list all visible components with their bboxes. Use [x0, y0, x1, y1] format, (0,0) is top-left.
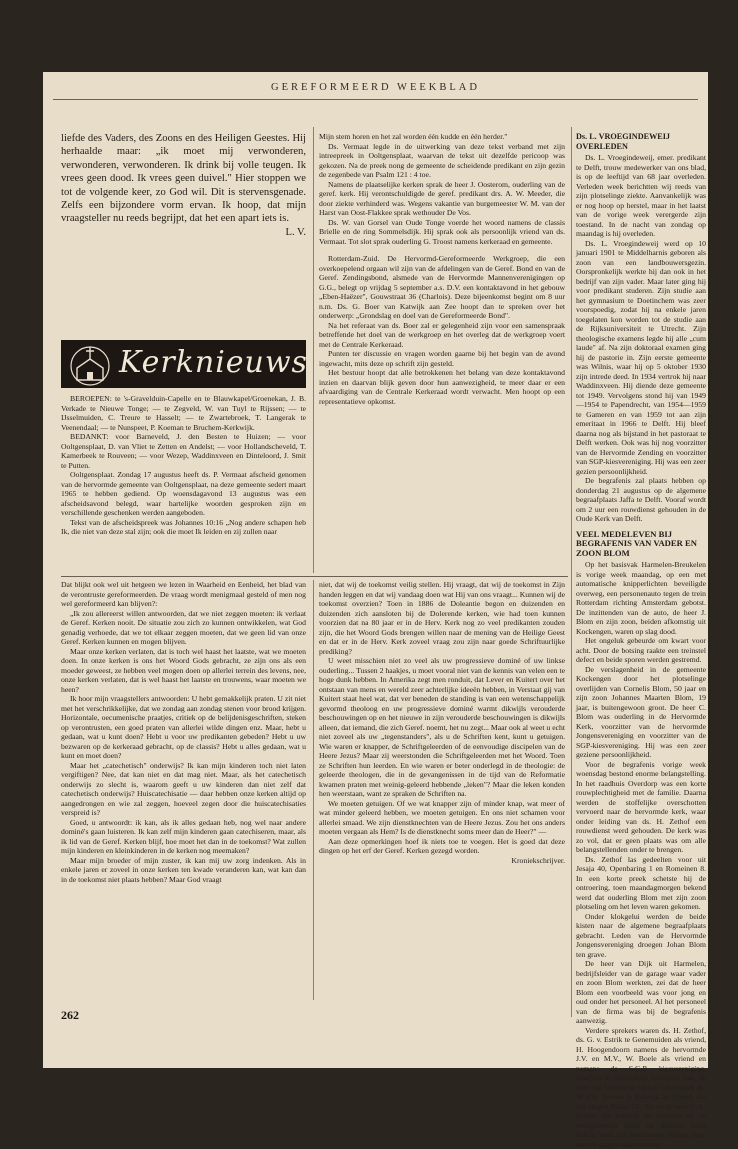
col2-upper — [319, 132, 565, 572]
col1-lower — [61, 580, 306, 1000]
ll-p3: Ik hoor mijn vraagstellers antwoorden: U hebt gemakkelijk praten. U zit niet met het verschrikkelijke, dat we zondag aan zondag stenen voor brood krijgen. Horizontale, oecumenische praatjes, critiek op de belijdenisgeschriften, steken op verontrusten, een goed praten van allerlei wilde dingen enz. Maar, hebt u gedaan, wat u kunt doen? Hebt u voor uw predikanten gebeden? Hebt u uw bezwaren op de kerkeraad gebracht, op de classis? Hebt u alles gedaan, wat u kunt en moet doen? — [61, 694, 306, 761]
kerknieuws-logo — [61, 340, 306, 388]
col3-p1: Ds. L. Vroegindeweij werd op 10 januari 1901 te Middelharnis geboren als zoon van een landbouwersgezin. Oorspronkelijk werkte hij dan ook in het bedrijf van zijn vader. Maar later ging hij voor predikant studeren. Zijn studie aan het gymnasium te Doetinchem was zeer voorspoedig, zodat hij na enkele jaren toegelaten kon worden tot de studie aan de Rijksuniversiteit te Utrecht. Zijn theologische examens legde hij alle „cum laude" af. Na zijn doktoraal examen ging hij de pastorie in. Zijn eerste gemeente was Wilnis, waar hij op 5 oktober 1930 zijn intrede deed. In 1934 vertrok hij naar Waddinxveen. Hij diende deze gemeente tot 1949. Vervolgens stond hij van 1949—1954 te Papendrecht, van 1954—1959 te Gameren en van 1959 tot aan zijn emeritaat in 1966 te Delft. Hij bleef daarna nog als bijstand in het pastoraat te Delft werken. Ook was hij nog voorzitter van de Hervormde Zending en voorzitter van SGP-kiesvereniging. Hij was een zeer gezien persoonlijkheid. — [576, 239, 706, 477]
col3-q5: Onder klokgelui werden de beide kisten naar de algemene begraafplaats gebracht. Leden van de Hervormde Jongensvereniging droegen Johan Blom ten grave. — [576, 912, 706, 960]
page-header: GEREFORMEERD WEEKBLAD — [43, 82, 708, 93]
kn-tekst: Tekst van de afscheidspreek was Johannes 10:16 „Nog andere schapen heb Ik, die niet van deze stal zijn; ook die moet Ik leiden en zij zullen naar — [61, 518, 306, 537]
ll-p4: Maar het „catechetisch" onderwijs? Ik kan mijn kinderen toch niet laten vergiftigen? Nee, dat kan niet en dat mag niet. Maar, als het catechetisch onderwijs zo slecht is, waarom geeft u uw kinderen dan niet zelf dat catechetisch onderwijs? Huiscatechisatie — daar hebben onze kerken altijd op aangedrongen en wie zal zeggen, hoeveel zegen door die huiscatechisaties verspreid is? — [61, 761, 306, 818]
obituary-heading: Ds. L. VROEGINDEWEIJ OVERLEDEN — [576, 132, 706, 151]
ll-p1: „Ik zou allereerst willen antwoorden, dat we niet zeggen moeten: ik verlaat de Geref. Kerken nooit. De situatie zou zich zo kunnen ontwikkelen, wat God genadig verhoede, dat we tot elkaar zeggen moeten, dat we geen lid van onze Geref. Kerken kunnen en mogen blijven. — [61, 609, 306, 647]
col3-q1: Het ongeluk gebeurde om kwart voor acht. Door de botsing raakte een treinstel defect en beide sporen werden gestremd. — [576, 636, 706, 665]
col3-p0: Ds. L. Vroegindeweij, emer. predikant te Delft, trouw medewerker van ons blad, is op de leeftijd van 68 jaar overleden. Verleden week berichtten wij reeds van zijn plotselinge ziekte. Aanvankelijk was er nog hoop op herstel, maar in het laatst van de vorige week verergerde zijn toestand. In de nacht van zondag op maandag is hij overleden. — [576, 153, 706, 239]
section-rule — [61, 576, 568, 577]
column-divider — [571, 127, 572, 1017]
ll-p2: Maar onze kerken verlaten, dat is toch wel haast het laatste, wat we moeten doen. In onze kerken is ons het Woord Gods gebracht, ze zijn ons als een moeder geweest, ze hebben veel mogen doen op allerlei terrein des levens, nee, onze kerken verlaten, dat is wel haast het laatste en trouwens, waar moeten we heen? — [61, 647, 306, 695]
kerknieuws-title: Kerknieuws — [119, 345, 308, 380]
kn-beroepen: BEROEPEN: te 's-Gravelduin-Capelle en te Blauwkapel/Groenekan, J. B. Verkade te Nieuwe Tonge; — te Zegveld, W. van Tuyl te Rijssen; — te IJsselmuiden, C. Treure te Hasselt; — te Zwartebroek, T. Langerak te Veenendaal; — te Nunspeet, P. Koeman te Bruchem-Kerkwijk. — [61, 394, 306, 432]
col2-p3: Ds. W. van Gorsel van Oude Tonge voerde het woord namens de classis Brielle en de ring Sommelsdijk. Hij sprak ook als persoonlijk vriend van ds. Vermaat. Tot slot sprak ouderling G. Troost namens kerkeraad en gemeente. — [319, 218, 565, 247]
intro-signature: L. V. — [61, 226, 306, 239]
newspaper-page — [43, 72, 708, 1068]
col2-p6: Punten ter discussie en vragen worden gaarne bij het begin van de avond ingewacht, mits deze op schrift zijn gesteld. — [319, 349, 565, 368]
col2-p5: Na het referaat van ds. Boer zal er gelegenheid zijn voor een samenspraak betreffende het doel van de werkgroep en het overleg dat de werkgroep voert met de Centrale Kerkeraad. — [319, 321, 565, 350]
ll-p5: Goed, u antwoordt: ik kan, als ik alles gedaan heb, nog wel naar andere dominé's gaan luisteren. Ik kan zelf mijn kinderen gaan catechiseren, maar, als ik lid van de Geref. Kerken blijf, hoe moet het dan in de toekomst? Wat zullen mijn kinderen en kleinkinderen in de kerken nog meemaken? — [61, 818, 306, 856]
ll-p6: Maar mijn broeder of mijn zuster, ik kan mij uw zorg indenken. Als in enkele jaren er zoveel in onze kerken ten kwade veranderen kan, wat kan dan in de toekomst niet plaats hebben? Maar God vraagt — [61, 856, 306, 885]
lm-p3: Aan deze opmerkingen hoef ik niets toe te voegen. Het is goed dat deze dingen op het erf der Geref. Kerken gezegd worden. — [319, 837, 565, 856]
col2-p4: Rotterdam-Zuid. De Hervormd-Gereformeerde Werkgroep, die een overkoepelend orgaan wil zijn van de afdelingen van de Geref. Bond en van de Geref. Zendingsbond, alsmede van de Hervormde Mannenverenigingen op G.G., belegt op vrijdag 5 september a.s. D.V. een kontaktavond in het gebouw „Eben-Haëzer", Gouwstraat 36 (Charlois). Deze bijeenkomst begint om 8 uur n.m. Ds. G. Boer van Katwijk aan Zee hoopt dan te spreken over het onderwerp: „Grondslag en doel van de Gereformeerde Bond". — [319, 254, 565, 321]
column-divider — [313, 127, 314, 573]
col3-q7: Verdere sprekers waren ds. H. Zethof, ds. G. v. Estrik te Genemuiden als vriend, H. Hoogendoorn namens de hervormde J.V. en M.V., W. Boele als vriend en namens de S.G.P. kiesvereniging, waarvan de overledene voorzitter was, de heer van Utrecht te Utrecht als vriend, ds. W. Chr. Hovius te Katwijk als vriend, die liet zingen Psalm 73 : 13, en de heer C. L. Koten, die namens de weduwe en de overgebleven zoon en dochter dank bracht voor het medeleven tijdens deze droeve dagen ondervonden. — [576, 1026, 706, 1149]
lm-p1: U weet misschien niet zo veel als uw progressieve dominé of uw linkse ouderling... Tussen 2 haakjes, u moet vooral niet van de kennis van velen een te hoge dunk hebben. In Amerika zegt men ronduit, dat Lever en Kuitert over het ontstaan van mens en wereld zeer achterlijke ideeën hebben, in Verstaat gij van Kuitert staat heel wat, dat ver beneden de standing is van een wetenschappelijk gevormd theoloog en uw progressieve dominé warmt dikwijls verouderde beschouwingen op en het nieuwe in zijn verouderde beschouwingen is dikwijls alleen, dat iemand, die zich Geref. noemt, het nu zegt... Maar ook al weet u echt niet zoveel als uw „tegenstanders", als u de Schriften kent, kunt u getuigen. Wie waren er knapper, de Schriftgeleerden of de eenvoudige discipelen van de Heere Jezus? Maar zij weerstonden die Schriftgeleerden met het Woord. Toen ze Schriften hun leerden. En wie waren er beter onderlegd in de theologie: de geleerde theologen, die in de gevangenissen in de tijd van de Reformatie kwamen praten met weinig-geleerd hebbende „leken"? Maar die leken konden hen weerstaan, want ze spraken de Schriften na. — [319, 656, 565, 799]
col2-p1: Ds. Vermaat legde in de uitwerking van deze tekst verband met zijn intreepreek in Ooltgensplaat, waarvan de tekst uit dezelfde pericoop was gekozen. Na de preek nong de gemeente de scheidende predikant en zijn gezin de zegenbede van Psalm 121 : 4 toe. — [319, 142, 565, 180]
col3-q2: De verslagenheid in de gemeente Kockengen door het plotselinge overlijden van Cornelis Blom, 50 jaar en zijn zoon Johannes Maarten Blom, 19 jaar, is buitengewoon groot. De heer C. Blom was ouderling in de Hervormde Kerk, voorzitter van de hervormde Jongensvereniging en voorzitter van de SGP-kiesvereniging. Hij was een zeer geziene persoonlijkheid. — [576, 665, 706, 760]
header-rule — [53, 99, 698, 100]
col2-p7: Het bestuur hoopt dat alle betrokkenen het belang van deze kontaktavond inzien en daarvan blijk geven door hun aanwezigheid, te meer daar er een afvaardiging van de Centrale Kerkeraad wordt verwacht. Men hoopt op een representatieve opkomst. — [319, 368, 565, 406]
lm-p0: niet, dat wij de toekomst veilig stellen. Hij vraagt, dat wij de toekomst in Zijn handen leggen en dat wij vandaag doen wat Hij van ons vraagt... Kunnen wij de toekomst overzien? Toen in 1886 de Doleantie begon en duizenden en duizenden zich aansloten bij de Dolerende kerken, wie had toen kunnen voorzien dat na 80 jaar er in de Herv. Kerk nog zo veel predikanten zouden zijn, die het Woord Gods brengen willen naar de mening van de Heilige Geest en dat er in de Herv. Kerk zoveel vraag zou zijn naar goede Schriftuurlijke prediking? — [319, 580, 565, 656]
col3-q3: Voor de begrafenis vorige week woensdag bestond enorme belangstelling. In het raadhuis Overdorp was een korte rouwplechtigheid met de familie. Daarna werden de stoffelijke overschotten vervoerd naar de hervormde kerk, waar onder leiding van ds. H. Zethof een rouwdienst werd gehouden. De kerk was zo vol, dat er geen plaats was om alle belangstellenden onder te brengen. — [576, 760, 706, 855]
col3-q0: Op het basisvak Harmelen-Breukelen is vorige week maandag, op een met automatische knipperlichten beveiligde overweg, een personenauto tegen de trein Rotterdam richting Amsterdam gebotst. De inzittenden van de auto, de heer J. Blom en zijn zoon, beiden afkomstig uit Kockengen, waren op slag dood. — [576, 560, 706, 636]
col2-lower — [319, 580, 565, 1000]
kn-ooltgensplaat: Ooltgensplaat. Zondag 17 augustus heeft ds. P. Vermaat afscheid genomen van de hervormde gemeente van Ooltgensplaat, na deze gemeente sedert maart 1965 te hebben gediend. Op woensdagavond 13 augustus was een afscheidsavond belegd, waar hartelijke woorden gesproken zijn en verschillende geschenken werden aangeboden. — [61, 470, 306, 518]
page-number: 262 — [61, 1008, 79, 1023]
col3-q4: Ds. Zethof las gedeelten voor uit Jesaja 40, Openbaring 1 en Romeinen 8. In een korte preek schetste hij de ontroering, toen maandagmorgen bekend werd dat ouderling Blom met zijn zoon plotseling om het leven waren gekomen. — [576, 855, 706, 912]
funeral-heading: VEEL MEDELEVEN BIJ BEGRAFENIS VAN VADER EN ZOON BLOM — [576, 530, 706, 559]
col3 — [576, 130, 706, 1030]
col1-kerknieuws — [61, 394, 306, 572]
col3-q6: De heer van Dijk uit Harmelen, bedrijfsleider van de garage waar vader en zoon Blom werkten, zei dat de heer Blom een voorbeeld was voor jong en oud onder het personeel. Al het personeel van de firma was bij de begrafenis aanwezig. — [576, 959, 706, 1026]
ll-p0: Dat blijkt ook wel uit hetgeen we lezen in Waarheid en Eenheid, het blad van de verontruste gereformeerden. De vraag wordt menigmaal gesteld of men nog wel gereformeerd kan blijven?: — [61, 580, 306, 609]
lm-p2: We moeten getuigen. Of we wat knapper zijn of minder knap, wat meer of wat minder geleerd hebben, we moeten getuigen. En ons niet schamen voor allerlei smaad. We zijn dienstknechten van de Heere Jezus. Zou het ons anders moeten vergaan als Hem? Is de dienstknecht soms meer dan de Heer?" — — [319, 799, 565, 837]
kn-bedankt: BEDANKT: voor Barneveld, J. den Besten te Huizen; — voor Ooltgensplaat, D. van Vliet te Zetten en Andelst; — voor Hollandscheveld, T. Kamerbeek te Rouveen; — voor Wezep, Waddinxveen en Dinteloord, J. Smit te Putten. — [61, 432, 306, 470]
lm-signature: Kroniekschrijver. — [319, 856, 565, 866]
col1-intro — [61, 132, 306, 332]
col3-p2: De begrafenis zal plaats hebben op donderdag 21 augustus op de algemene begraafplaats Jaffa te Delft. Vooraf wordt om 2 uur een rouwdienst gehouden in de Oude Kerk van Delft. — [576, 476, 706, 524]
church-icon — [65, 342, 115, 386]
col2-p2: Namens de plaatselijke kerken sprak de heer J. Oosterom, ouderling van de geref. kerk. Hij verontschuldigde de geref. predikant drs. A. W. Meeder, die door ziekte verhinderd was. Wegens vakantie van burgemeester W. M. van der Harst van Oost-Flakkee sprak wethouder De Vos. — [319, 180, 565, 218]
col2-p0: Mijn stem horen en het zal worden één kudde en één herder." — [319, 132, 565, 142]
column-divider — [313, 580, 314, 1000]
intro-text: liefde des Vaders, des Zoons en des Heiligen Geestes. Hij herhaalde maar: „ik moet mij verwonderen, verwonderen, verwonderen. Ik drink bij volle teugen. Ik vrees geen dood. Ik vrees geen duivel." Hier stoppen we tot de volgende keer, zo God wil. Dit is stervensgenade. Zelfs een bijzondere vorm ervan. Ik hoop, dat mijn vraagsteller nu reeds begrijpt, dat het een apart iets is. — [61, 132, 306, 226]
